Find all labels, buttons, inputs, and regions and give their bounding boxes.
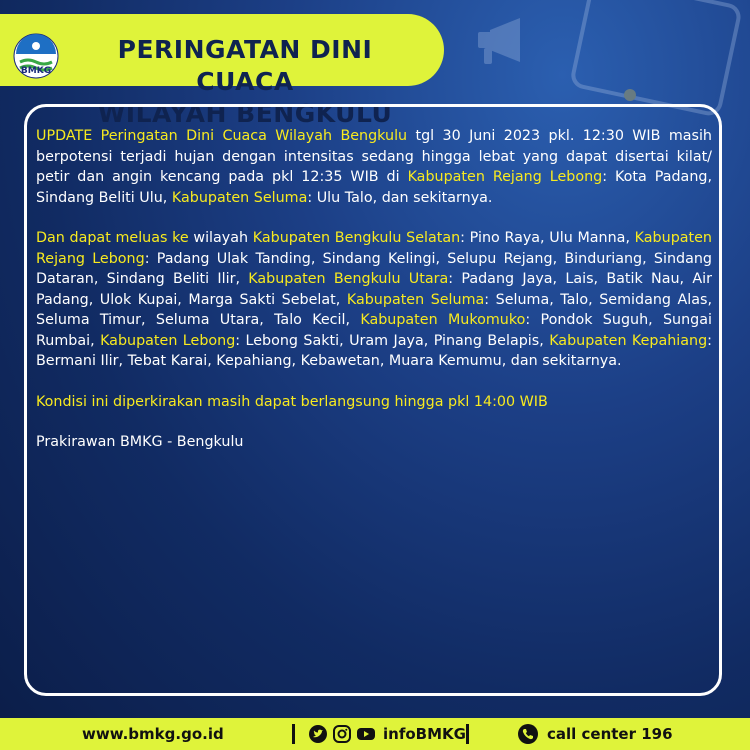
- instagram-icon[interactable]: [333, 725, 351, 743]
- warning-text: [36, 126, 712, 473]
- bmkg-logo-icon: [12, 32, 60, 96]
- body-text-segment: : Pondok Suguh, Sungai Rumbai,: [36, 312, 712, 349]
- highlighted-text: Dan dapat meluas ke: [36, 230, 189, 246]
- highlighted-text: Kabupaten Rejang Lebong: [407, 169, 603, 185]
- title-line-2: WILAYAH BENGKULU: [97, 99, 393, 128]
- logo-text: BMKG: [20, 66, 52, 76]
- highlighted-text: Kabupaten Lebong: [100, 332, 236, 349]
- highlighted-text: UPDATE Peringatan Dini Cuaca Wilayah Bengkulu: [36, 128, 408, 144]
- footer-divider: [292, 724, 295, 744]
- highlighted-text: Kabupaten Seluma: [171, 189, 308, 206]
- highlighted-text: Kabupaten Seluma: [346, 291, 485, 308]
- highlighted-text: Kabupaten Mukomuko: [360, 312, 526, 328]
- megaphone-icon: [478, 18, 520, 64]
- warning-paragraph-3: Kondisi ini diperkirakan masih dapat berlangsung hingga pkl 14:00 WIB: [36, 393, 548, 410]
- body-text-segment: : Lebong Sakti, Uram Jaya, Pinang Belapis,: [235, 332, 550, 349]
- body-text-segment: : Seluma, Talo, Semidang Alas, Seluma Timur, Seluma Utara, Talo Kecil,: [36, 291, 712, 328]
- footer-divider: [466, 724, 469, 744]
- twitter-icon[interactable]: [309, 725, 327, 743]
- highlighted-text: Kabupaten Bengkulu Selatan: [252, 230, 461, 246]
- body-text-segment: : Pino Raya, Ulu Manna,: [460, 230, 635, 246]
- social-handle[interactable]: infoBMKG: [383, 725, 466, 743]
- highlighted-text: Kabupaten Kepahiang: [549, 332, 708, 349]
- background-decoration: [430, 0, 750, 120]
- body-text-segment: : Kota Padang, Sindang Beliti Ulu,: [36, 169, 712, 206]
- body-text-segment: : Bermani Ilir, Tebat Karai, Kepahiang, Kebawetan, Muara Kemumu, dan sekitarnya.: [36, 332, 712, 369]
- footer-bar: [0, 718, 750, 750]
- website-link[interactable]: www.bmkg.go.id: [82, 725, 224, 743]
- body-text-segment: : Padang Jaya, Lais, Batik Nau, Air Padang, Ulok Kupai, Marga Sakti Sebelat,: [36, 271, 712, 308]
- body-text-segment: : Ulu Talo, dan sekitarnya.: [307, 189, 493, 206]
- body-text-segment: : Padang Ulak Tanding, Sindang Kelingi, Selupu Rejang, Binduriang, Sindang Dataran, Sindang Beliti Ilir,: [36, 250, 712, 287]
- highlighted-text: Kabupaten Rejang Lebong: [36, 230, 712, 267]
- title-line-1: PERINGATAN DINI CUACA: [117, 35, 373, 96]
- body-text-segment: wilayah: [188, 230, 253, 246]
- warning-paragraph-1: [36, 126, 712, 208]
- call-center[interactable]: call center 196: [547, 725, 673, 743]
- phone-icon: [518, 724, 538, 744]
- youtube-icon[interactable]: [357, 725, 375, 743]
- dot-decoration: [624, 89, 636, 101]
- header-banner: [0, 14, 444, 128]
- highlighted-text: Kabupaten Bengkulu Utara: [248, 271, 449, 287]
- body-text-segment: tgl 30 Juni 2023 pkl. 12:30 WIB masih berpotensi terjadi hujan dengan intensitas sedang hingga lebat yang dapat disertai kilat/ petir dan angin kencang pada pkl 12:35 WIB di: [36, 128, 712, 185]
- warning-paragraph-2: [36, 228, 712, 372]
- phone-outline: [571, 0, 741, 116]
- forecaster-signature: Prakirawan BMKG - Bengkulu: [36, 434, 244, 450]
